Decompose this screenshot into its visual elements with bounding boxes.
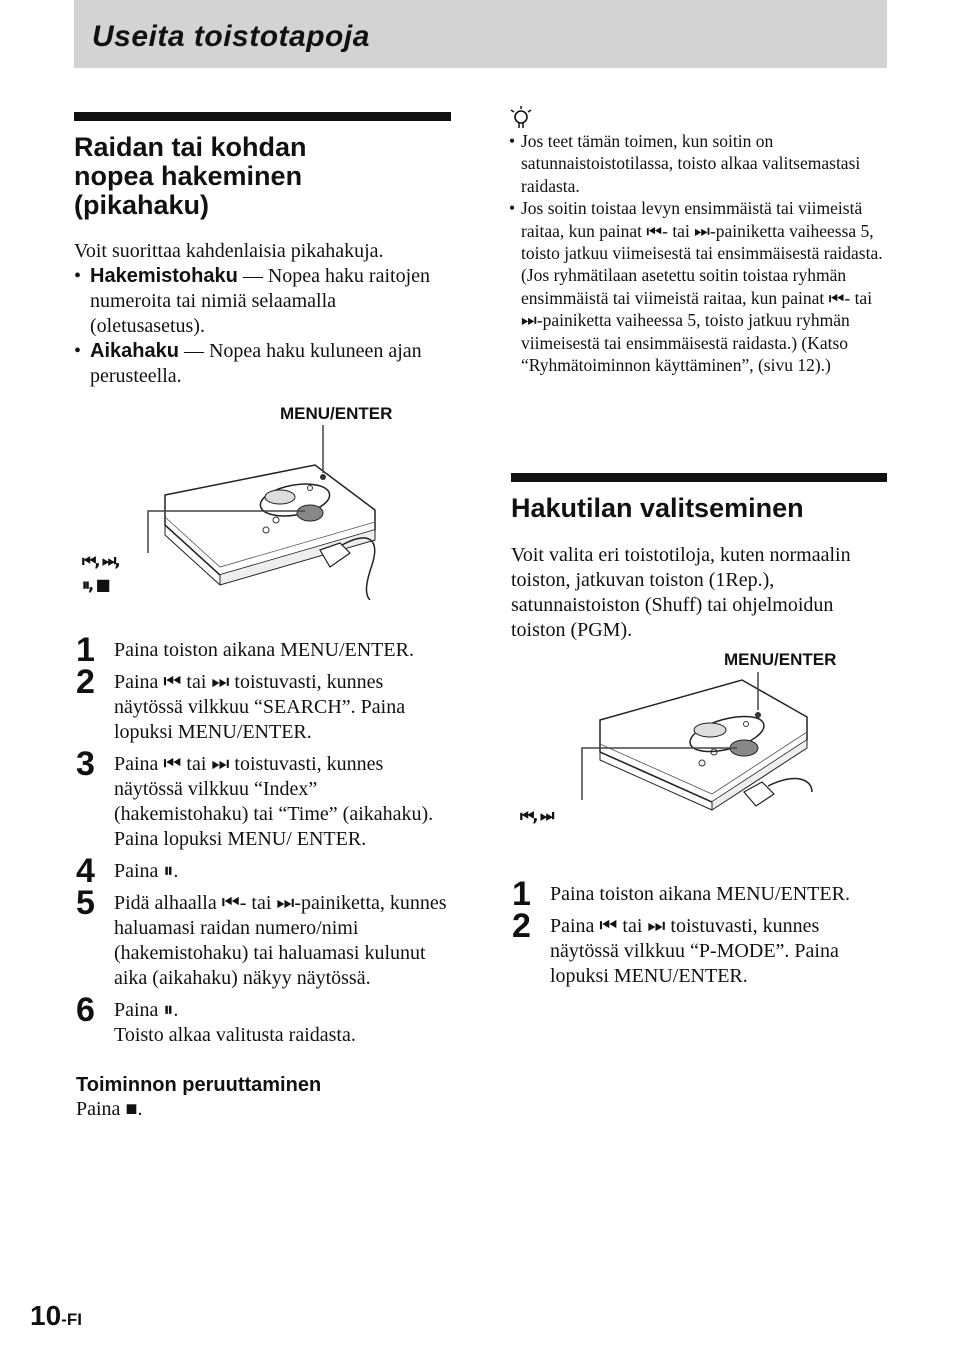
minidisc-player-illustration xyxy=(512,672,842,822)
step-2: 2 Paina ⏮ tai ⏭ toistuvasti, kunnes näytössä vilkkuu “SEARCH”. Paina lopuksi MENU/ENTER. xyxy=(76,663,406,743)
title-bar xyxy=(74,0,887,68)
section-rule xyxy=(74,112,451,121)
right-steps xyxy=(512,875,888,989)
tips-block xyxy=(509,130,889,376)
intro-block xyxy=(74,239,451,389)
step-4: 4 Paina ⏸. xyxy=(76,852,179,890)
section-rule xyxy=(511,473,887,482)
step-5: 5 Pidä alhaalla ⏮- tai ⏭-painiketta, kunnes haluamasi raidan numero/nimi (hakemistohaku) tai haluamasi kulunut aika (aikahaku) näkyy näytössä. xyxy=(76,884,447,989)
figure-label-menu-enter: MENU/ENTER xyxy=(724,650,837,669)
list-item: • Hakemistohaku — Nopea haku raitojen numeroita tai nimiä selaamalla (oletusasetus). xyxy=(74,265,431,337)
left-column xyxy=(74,112,451,389)
tip-item: • Jos soitin toistaa levyn ensimmäistä tai viimeistä raitaa, kun painat ⏮- tai ⏭-painiketta vaiheessa 5, toisto jatkuu viimeisestä tai ensimmäisestä raidasta. (Jos ryhmätilaan asetettu soitin toistaa ryhmän ensimmäistä tai viimeistä raitaa, kun painat ⏮- tai ⏭-painiketta vaiheessa 5, toisto jatkuu ryhmän viimeisestä tai ensimmäisestä raidasta.) (Katso “Ryhmätoiminnon käyttäminen”, (sivu 12).) xyxy=(509,198,883,376)
page-number: 10-FI xyxy=(30,1300,82,1331)
step-1: 1 Paina toiston aikana MENU/ENTER. xyxy=(76,631,414,669)
figure-label-pause-stop: ⏸, ■ xyxy=(82,575,109,594)
step-3: 3 Paina ⏮ tai ⏭ toistuvasti, kunnes näytössä vilkkuu “Index” (hakemistohaku) tai “Time” (aikahaku). Paina lopuksi MENU/ ENTER. xyxy=(76,745,434,850)
left-steps xyxy=(76,631,452,1122)
step-1: 1 Paina toiston aikana MENU/ENTER. xyxy=(512,875,850,913)
right-intro-text: Voit valita eri toistotiloja, kuten normaalin toiston, jatkuvan toiston (1Rep.), satunnaistoiston (Shuff) tai ohjelmoidun toiston (PGM). xyxy=(511,544,851,641)
cancel-heading: Toiminnon peruuttaminen xyxy=(76,1074,322,1096)
figure-label-skip-buttons: ⏮, ⏭, xyxy=(82,551,119,570)
intro-text: Voit suorittaa kahdenlaisia pikahakuja. xyxy=(74,240,384,262)
tip-item: • Jos teet tämän toimen, kun soitin on satunnaistoistotilassa, toisto alkaa valitsemastasi raidasta. xyxy=(509,131,861,196)
step-6: 6 Paina ⏸. Toisto alkaa valitusta raidasta. xyxy=(76,991,356,1046)
cancel-text: Paina ■. xyxy=(76,1098,143,1120)
figure-label-menu-enter: MENU/ENTER xyxy=(280,404,393,423)
figure-label-skip-buttons: ⏮, ⏭ xyxy=(520,806,553,825)
hint-icon xyxy=(510,105,536,131)
list-item: • Aikahaku — Nopea haku kuluneen ajan perusteella. xyxy=(74,340,422,387)
page-title: Useita toistotapoja xyxy=(92,20,370,53)
minidisc-player-illustration xyxy=(80,425,410,600)
right-section xyxy=(511,473,887,643)
section-heading-quick-search: Raidan tai kohdan nopea hakeminen (pikahaku) xyxy=(74,132,307,220)
step-2: 2 Paina ⏮ tai ⏭ toistuvasti, kunnes näytössä vilkkuu “P-MODE”. Paina lopuksi MENU/ENTER. xyxy=(512,907,839,987)
cancel-section xyxy=(76,1074,452,1122)
section-heading-search-mode: Hakutilan valitseminen xyxy=(511,493,804,523)
